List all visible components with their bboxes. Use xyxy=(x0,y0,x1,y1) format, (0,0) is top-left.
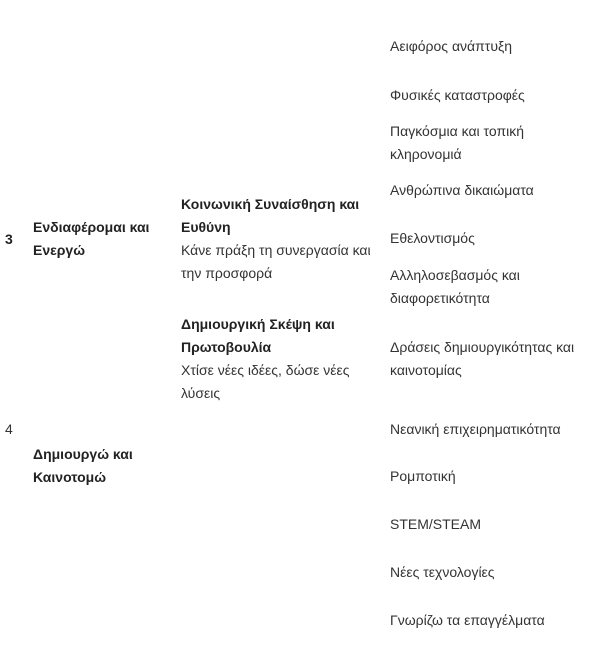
topic-item: Νεανική επιχειρηματικότητα xyxy=(390,421,561,437)
row-number-4: 4 xyxy=(5,421,13,437)
row-number-3: 3 xyxy=(5,231,13,247)
topic-item: Ανθρώπινα δικαιώματα xyxy=(390,182,534,198)
skill-description: Χτίσε νέες ιδέες, δώσε νέες λύσεις xyxy=(181,362,350,401)
topic-item: Ρομποτική xyxy=(390,468,456,484)
topic-item: Φυσικές καταστροφές xyxy=(390,87,525,103)
topic-item: Εθελοντισμός xyxy=(390,230,475,246)
topic-item: Αειφόρος ανάπτυξη xyxy=(390,38,513,54)
topic-item: Αλληλοσεβασμός και διαφορετικότητα xyxy=(390,267,520,306)
topic-item: Γνωρίζω τα επαγγέλματα xyxy=(390,612,545,628)
module-title-3: Ενδιαφέρομαι και Ενεργώ xyxy=(33,219,150,258)
skill-creative-thinking xyxy=(181,313,381,405)
topic-item: Παγκόσμια και τοπική κληρονομιά xyxy=(390,123,525,162)
skill-title: Δημιουργική Σκέψη και Πρωτοβουλία xyxy=(181,316,335,355)
skill-title: Κοινωνική Συναίσθηση και Ευθύνη xyxy=(181,196,360,235)
skill-social-awareness xyxy=(181,193,381,285)
skill-description: Κάνε πράξη τη συνεργασία και την προσφορά xyxy=(181,242,371,281)
module-title-4: Δημιουργώ και Καινοτομώ xyxy=(33,446,133,485)
topic-item: Νέες τεχνολογίες xyxy=(390,564,495,580)
topic-item: STEM/STEAM xyxy=(390,516,482,532)
topic-item: Δράσεις δημιουργικότητας και καινοτομίας xyxy=(390,339,575,378)
